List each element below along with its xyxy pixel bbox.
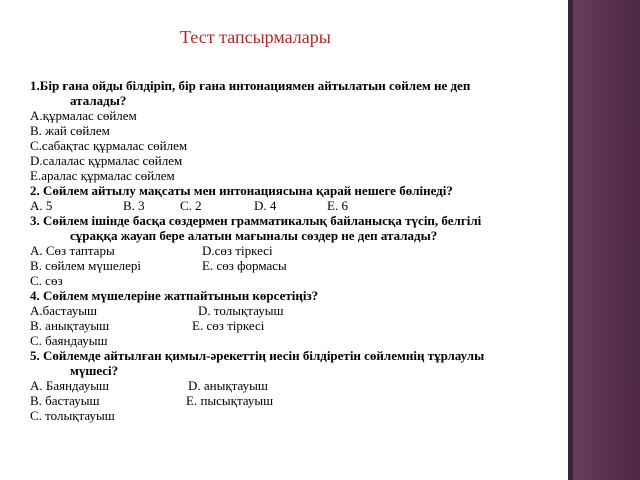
q2-option-a: А. 5	[30, 198, 53, 213]
q3-option-b: В. сөйлем мүшелері	[30, 258, 142, 273]
question-4-text: 4. Сөйлем мүшелеріне жатпайтынын көрсетіңіз?	[30, 288, 319, 303]
q1-option-c: С.сабақтас құрмалас сөйлем	[30, 138, 188, 153]
question-2-text: 2. Сөйлем айтылу мақсаты мен интонациясына қарай нешеге бөлінеді?	[30, 183, 453, 198]
q4-option-c: С. баяндауыш	[30, 333, 108, 348]
q5-option-e: Е. пысықтауыш	[186, 393, 274, 408]
question-1-text-cont: аталады?	[70, 93, 127, 108]
q5-option-d: D. анықтауыш	[188, 378, 268, 393]
q4-option-d: D. толықтауыш	[198, 303, 284, 318]
q5-option-b: В. бастауыш	[30, 393, 100, 408]
q3-option-c: С. сөз	[30, 273, 63, 288]
q2-options-row	[30, 198, 578, 213]
q3-option-d: D.сөз тіркесі	[202, 243, 273, 258]
page-title: Тест тапсырмалары	[180, 27, 331, 47]
q1-option-b: В. жай сөйлем	[30, 123, 110, 138]
q3-option-a: А. Сөз таптары	[30, 243, 115, 258]
q4-option-b: В. анықтауыш	[30, 318, 110, 333]
question-3-text: 3. Сөйлем ішінде басқа сөздермен грамматикалық байланысқа түсіп, белгілі	[30, 213, 482, 228]
q1-option-e: Е.аралас құрмалас сөйлем	[30, 168, 175, 183]
q2-option-e: Е. 6	[327, 198, 348, 213]
q5-option-a: А. Баяндауыш	[30, 378, 110, 393]
q1-option-a: А.құрмалас сөйлем	[30, 108, 137, 123]
q2-option-d: D. 4	[254, 198, 277, 213]
q2-option-b: В. 3	[123, 198, 145, 213]
question-5-text: 5. Сөйлемде айтылған қимыл-әрекеттің иесін білдіретін сөйлемнің тұрлаулы	[30, 348, 485, 363]
question-3-text-cont: сұраққа жауап бере алатын мағыналы сөздер не деп аталады?	[70, 228, 438, 243]
q3-options-row-2	[30, 258, 578, 273]
question-5-text-cont: мүшесі?	[70, 363, 119, 378]
question-1-text: 1.Бір ғана ойды білдіріп, бір ғана интонациямен айтылатын сөйлем не деп	[30, 78, 471, 93]
q4-option-e: Е. сөз тіркесі	[192, 318, 265, 333]
q5-options-row-1	[30, 378, 578, 393]
q5-options-row-2	[30, 393, 578, 408]
test-content	[30, 78, 578, 423]
q4-options-row-1	[30, 303, 578, 318]
q4-options-row-2	[30, 318, 578, 333]
q2-option-c: С. 2	[180, 198, 202, 213]
q5-option-c: С. толықтауыш	[30, 408, 115, 423]
q4-option-a: А.бастауыш	[30, 303, 97, 318]
q3-option-e: Е. сөз формасы	[202, 258, 287, 273]
q3-options-row-1	[30, 243, 578, 258]
q1-option-d: D.салалас құрмалас сөйлем	[30, 153, 183, 168]
decorative-side-band	[568, 0, 640, 480]
